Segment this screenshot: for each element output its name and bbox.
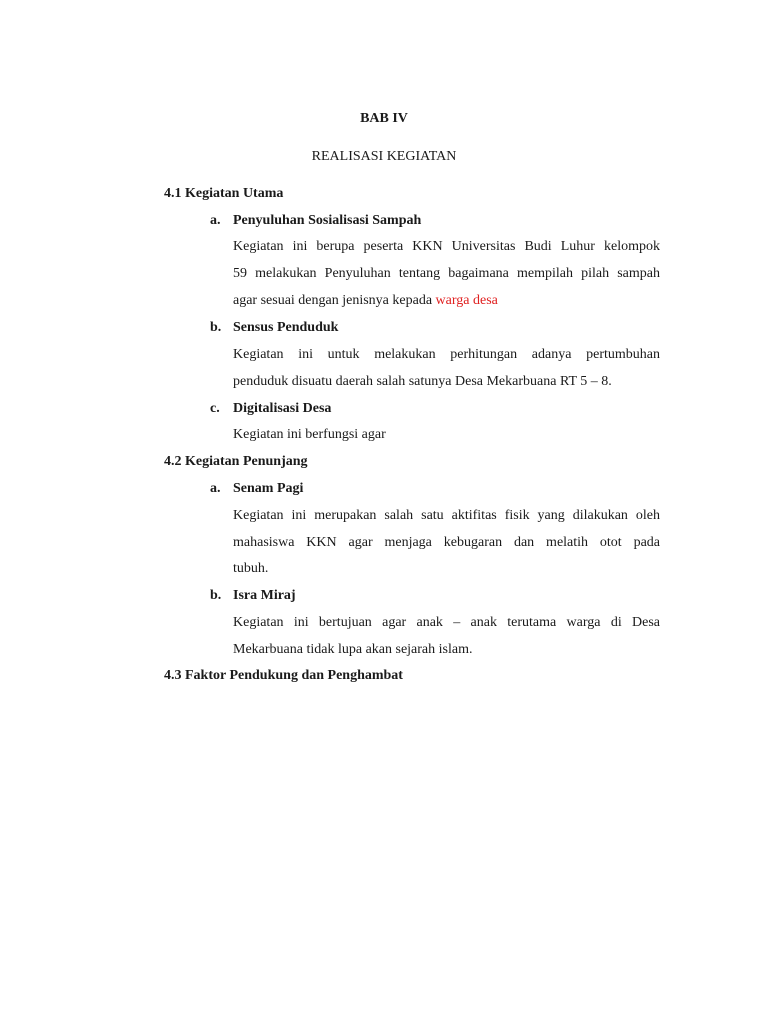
section-heading-4-3: 4.3 Faktor Pendukung dan Penghambat (164, 668, 403, 683)
item-title-sensus: Sensus Penduduk (233, 320, 339, 335)
item-title-penyuluhan: Penyuluhan Sosialisasi Sampah (233, 213, 422, 228)
paragraph-line: Kegiatan ini bertujuan agar anak – anak terutama warga di Desa (233, 615, 660, 630)
item-marker: b. (210, 320, 222, 335)
paragraph-line: penduduk disuatu daerah salah satunya Desa Mekarbuana RT 5 – 8. (233, 374, 612, 389)
paragraph-line: mahasiswa KKN agar menjaga kebugaran dan melatih otot pada (233, 535, 660, 550)
section-heading-4-1: 4.1 Kegiatan Utama (164, 186, 284, 201)
paragraph-line: Kegiatan ini merupakan salah satu aktifitas fisik yang dilakukan oleh (233, 508, 660, 523)
paragraph-line: 59 melakukan Penyuluhan tentang bagaimana mempilah pilah sampah (233, 266, 660, 281)
item-title-isra-miraj: Isra Miraj (233, 588, 296, 603)
paragraph-line: Kegiatan ini berupa peserta KKN Universitas Budi Luhur kelompok (233, 239, 660, 254)
item-marker: c. (210, 401, 220, 416)
highlighted-text: warga desa (435, 293, 498, 308)
chapter-number: BAB IV (360, 111, 408, 126)
item-marker: a. (210, 481, 221, 496)
paragraph-line: Kegiatan ini untuk melakukan perhitungan adanya pertumbuhan (233, 347, 660, 362)
chapter-title: REALISASI KEGIATAN (311, 149, 457, 164)
paragraph-line (233, 292, 498, 310)
item-marker: a. (210, 213, 221, 228)
item-title-digitalisasi: Digitalisasi Desa (233, 401, 332, 416)
section-heading-4-2: 4.2 Kegiatan Penunjang (164, 454, 308, 469)
paragraph-line: Mekarbuana tidak lupa akan sejarah islam. (233, 642, 473, 657)
item-marker: b. (210, 588, 222, 603)
paragraph-line: tubuh. (233, 561, 269, 576)
item-title-senam: Senam Pagi (233, 481, 304, 496)
paragraph-line: Kegiatan ini berfungsi agar (233, 427, 386, 442)
paragraph-text: agar sesuai dengan jenisnya kepada (233, 293, 436, 308)
